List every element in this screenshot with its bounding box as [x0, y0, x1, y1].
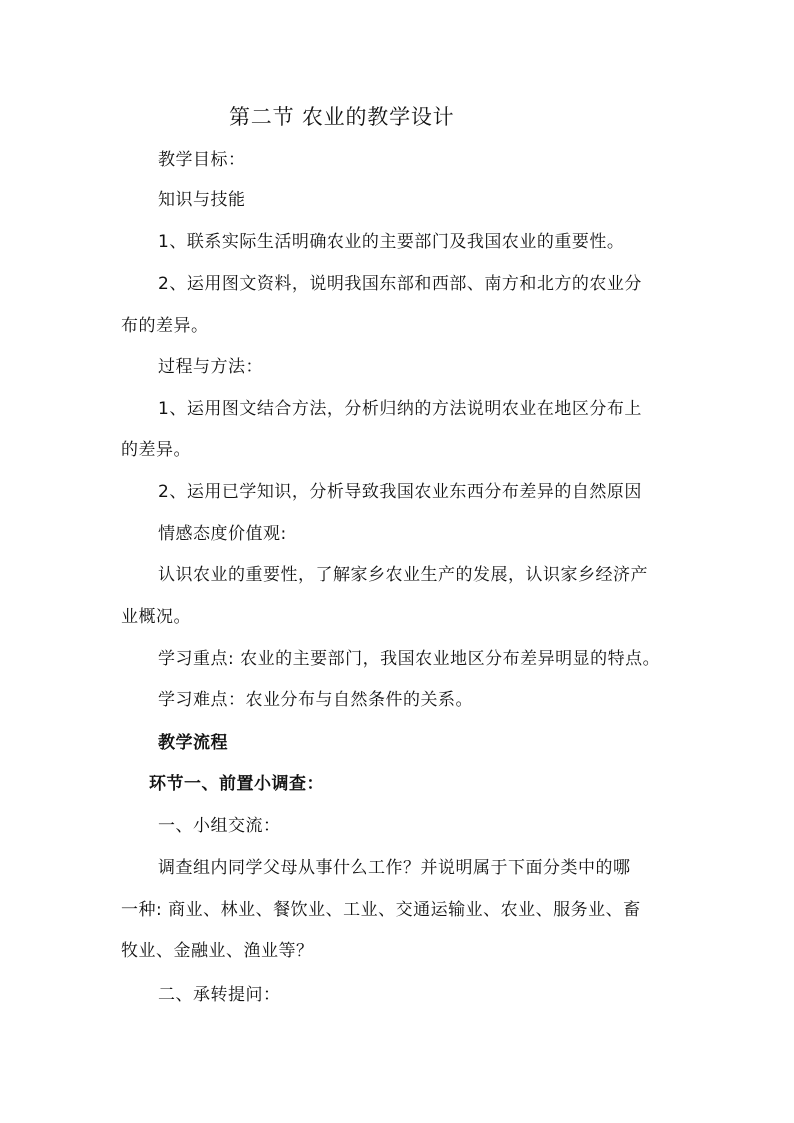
- knowledge-item-1: 1、联系实际生活明确农业的主要部门及我国农业的重要性。: [158, 232, 625, 252]
- process-item-2: 2、运用已学知识，分析导致我国农业东西分布差异的自然原因: [158, 482, 642, 502]
- process-heading: 过程与方法：: [158, 357, 263, 377]
- process-item-1-line-1: 1、运用图文结合方法，分析归纳的方法说明农业在地区分布上: [158, 399, 642, 419]
- emotion-heading: 情感态度价值观:: [158, 524, 287, 544]
- section-1-heading: 环节一、前置小调查：: [149, 774, 324, 794]
- knowledge-item-2-line-2: 布的差异。: [121, 316, 209, 336]
- part-1-line-1: 调查组内同学父母从事什么工作？并说明属于下面分类中的哪: [158, 858, 631, 878]
- emotion-line-2: 业概况。: [121, 607, 191, 627]
- flow-heading: 教学流程: [158, 733, 228, 753]
- page-title: 第二节 农业的教学设计: [229, 105, 455, 129]
- knowledge-item-2-line-1: 2、运用图文资料，说明我国东部和西部、南方和北方的农业分: [158, 274, 642, 294]
- emotion-line-1: 认识农业的重要性，了解家乡农业生产的发展，认识家乡经济产: [158, 565, 648, 585]
- part-1-line-3: 牧业、金融业、渔业等？: [121, 941, 314, 961]
- objectives-heading: 教学目标：: [158, 150, 246, 170]
- part-2-heading: 二、承转提问：: [158, 985, 281, 1005]
- part-1-heading: 一、小组交流：: [158, 816, 281, 836]
- process-item-1-line-2: 的差异。: [121, 440, 191, 460]
- part-1-line-2: 一种: 商业、林业、餐饮业、工业、交通运输业、农业、服务业、畜: [121, 900, 641, 920]
- knowledge-heading: 知识与技能: [158, 190, 246, 210]
- difficulty: 学习难点：农业分布与自然条件的关系。: [158, 690, 473, 710]
- key-point: 学习重点: 农业的主要部门，我国农业地区分布差异明显的特点。: [158, 649, 661, 669]
